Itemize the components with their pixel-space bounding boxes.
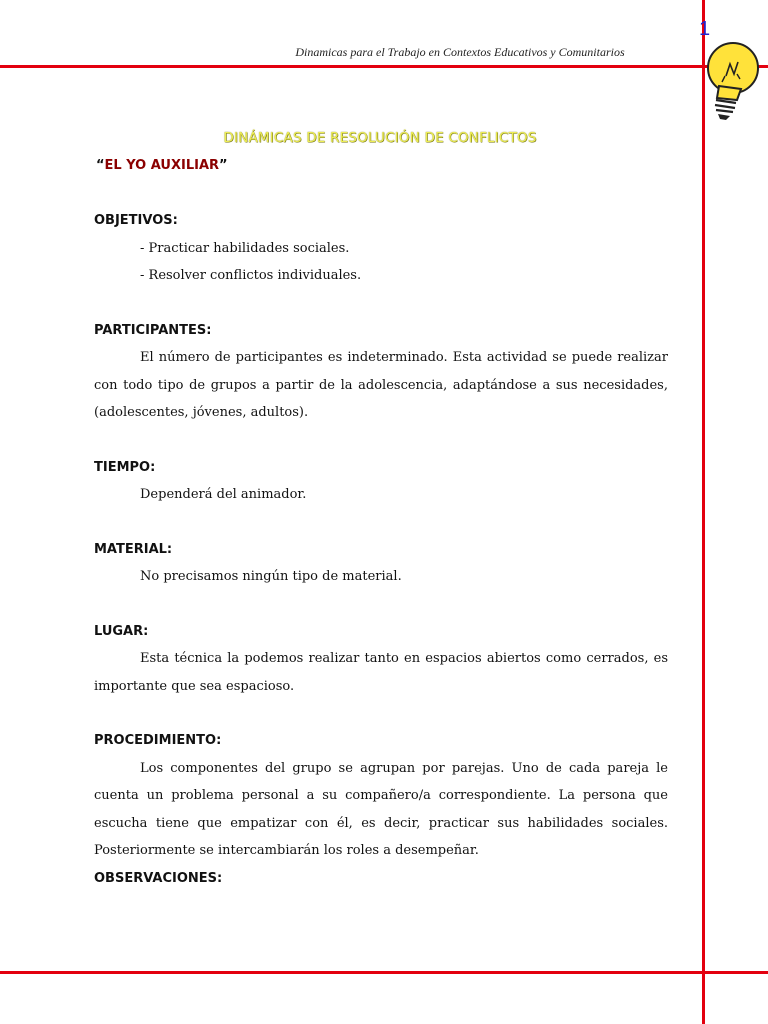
material-text: No precisamos ningún tipo de material. xyxy=(140,569,402,584)
open-quote: “ xyxy=(96,158,105,173)
participantes-text: El número de participantes es indeterminado. Esta actividad se puede realizar con todo tipo de grupos a partir de la adolescencia, adaptándose a sus necesidades, (adolescentes, jóvenes, adultos). xyxy=(94,350,668,420)
footer-rule xyxy=(0,971,768,974)
material-heading: MATERIAL: xyxy=(94,541,173,557)
document-title: DINÁMICAS DE RESOLUCIÓN DE CONFLICTOS xyxy=(223,130,537,146)
lugar-heading: LUGAR: xyxy=(94,623,149,639)
tiempo-heading: TIEMPO: xyxy=(94,459,156,475)
observaciones-heading: OBSERVACIONES: xyxy=(94,870,223,886)
objetivos-heading: OBJETIVOS: xyxy=(94,213,178,228)
document-body xyxy=(94,207,668,892)
margin-rule xyxy=(702,0,705,1024)
objetivo-item: - Resolver conflictos individuales. xyxy=(140,268,362,283)
activity-title xyxy=(96,158,228,173)
procedimiento-heading: PROCEDIMIENTO: xyxy=(94,733,222,748)
running-header: Dinamicas para el Trabajo en Contextos Educativos y Comunitarios xyxy=(295,45,625,59)
header-rule xyxy=(0,65,768,68)
lugar-text: Esta técnica la podemos realizar tanto en espacios abiertos como cerrados, es importante que sea espacioso. xyxy=(94,651,668,694)
page-number: 1 xyxy=(699,18,711,40)
procedimiento-text: Los componentes del grupo se agrupan por parejas. Uno de cada pareja le cuenta un problema personal a su compañero/a correspondiente. La persona que escucha tiene que empatizar con él, es decir, practicar sus habilidades sociales. Posteriormente se intercambiarán los roles a desempeñar. xyxy=(94,760,668,858)
tiempo-text: Dependerá del animador. xyxy=(140,487,307,502)
lightbulb-icon xyxy=(700,34,762,124)
close-quote: ” xyxy=(219,158,228,173)
activity-name: EL YO AUXILIAR xyxy=(104,158,220,173)
objetivo-item: - Practicar habilidades sociales. xyxy=(140,240,350,256)
participantes-heading: PARTICIPANTES: xyxy=(94,322,212,338)
